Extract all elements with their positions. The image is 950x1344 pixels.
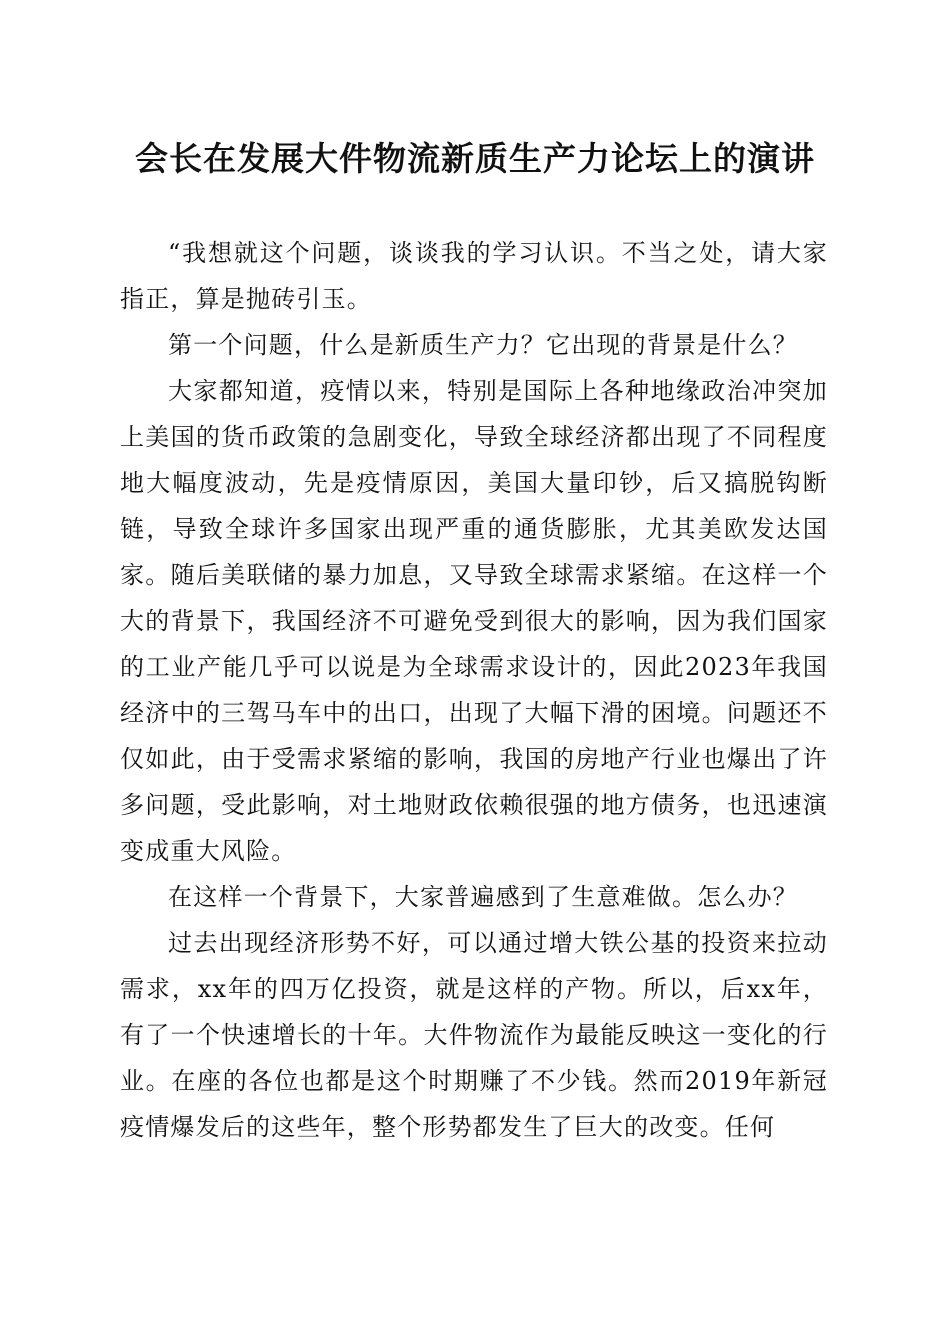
document-body [120, 230, 828, 1150]
paragraph: 过去出现经济形势不好，可以通过增大铁公基的投资来拉动需求，xx年的四万亿投资，就是这样的产物。所以，后xx年，有了一个快速增长的十年。大件物流作为最能反映这一变化的行业。在座的各位也都是这个时期赚了不少钱。然而2019年新冠疫情爆发后的这些年，整个形势都发生了巨大的改变。任何 [120, 929, 828, 1141]
page-title: 会长在发展大件物流新质生产力论坛上的演讲 [135, 139, 815, 178]
paragraph: “我想就这个问题，谈谈我的学习认识。不当之处，请大家指正，算是抛砖引玉。 [120, 239, 828, 313]
paragraph: 第一个问题，什么是新质生产力？它出现的背景是什么？ [168, 331, 798, 359]
paragraph: 在这样一个背景下，大家普遍感到了生意难做。怎么办？ [168, 883, 798, 911]
paragraph: 大家都知道，疫情以来，特别是国际上各种地缘政治冲突加上美国的货币政策的急剧变化，导致全球经济都出现了不同程度地大幅度波动，先是疫情原因，美国大量印钞，后又搞脱钩断链，导致全球许多国家出现严重的通货膨胀，尤其美欧发达国家。随后美联储的暴力加息，又导致全球需求紧缩。在这样一个大的背景下，我国经济不可避免受到很大的影响，因为我们国家的工业产能几乎可以说是为全球需求设计的，因此2023年我国经济中的三驾马车中的出口，出现了大幅下滑的困境。问题还不仅如此，由于受需求紧缩的影响，我国的房地产行业也爆出了许多问题，受此影响，对土地财政依赖很强的地方债务，也迅速演变成重大风险。 [120, 377, 828, 865]
